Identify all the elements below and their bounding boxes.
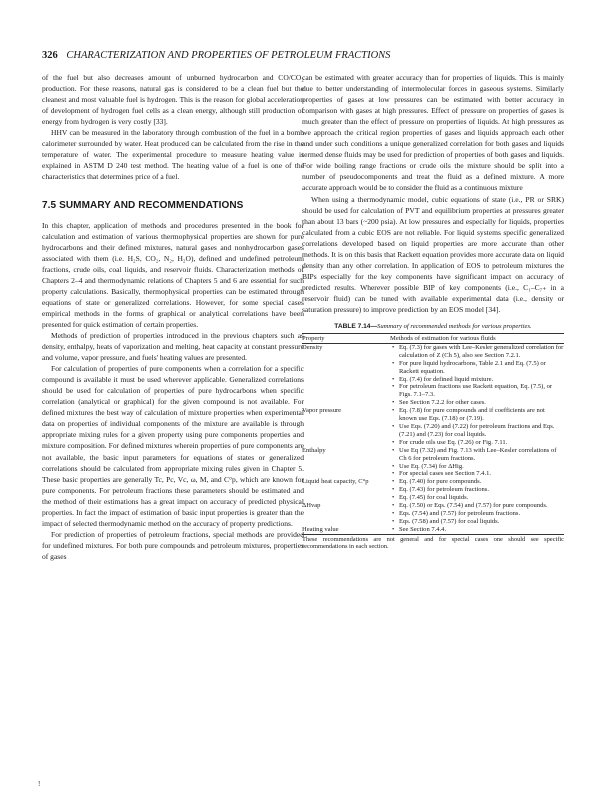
paragraph: When using a thermodynamic model, cubic equations of state (i.e., PR or SRK) should be used for calculation of PVT and equilibrium properties at pressures greater than about 13 bars (~200 psia). At low pressures and especially for liquids, properties calculated from a cubic EOS are not reliable. For liquid systems specific generalized correlations developed based on liquid properties are more accurate than other methods. It is on this basis that Rackett equation provides more accurate data on liquid density than any other correlation. In application of EOS to petroleum mixtures the BIPs especially for the key components have significant impact on accuracy of predicted results. Wherever possible BIP of key components (i.e., C₁–C₇₊ in a reservoir fluid) can be tuned with available experimental data (i.e., density or saturation pressure) to improve prediction by an EOS model [34]. [302, 194, 564, 314]
table-cell-property: Heating value [302, 526, 390, 534]
method-item: • Eq. (7.3) for gases with Lee–Kesler generalized correlation for calculation of Z (Ch 5), also see Section 7.2.1. [399, 344, 564, 360]
table-cell-methods [390, 343, 564, 407]
left-column [42, 72, 304, 562]
method-item: • Eq. (7.8) for pure compounds and if coefficients are not known use Eqs. (7.18) or (7.19). [399, 407, 564, 423]
table-caption-label: TABLE 7.14— [334, 323, 378, 331]
method-item: • Eqs. (7.54) and (7.57) for petroleum fractions. [399, 510, 564, 518]
page-number: 326 [42, 50, 58, 61]
method-item: • See Section 7.2.2 for other cases. [399, 399, 564, 407]
table-caption-text: Summary of recommended methods for various properties. [377, 323, 532, 331]
table-cell-property: Density [302, 343, 323, 351]
table-row [302, 526, 564, 534]
table-row [302, 343, 564, 407]
table-cell-property: ΔHvap [302, 502, 321, 510]
table-row [302, 478, 564, 502]
method-item: • Eq. (7.40) for pure compounds. [399, 478, 564, 486]
method-item: • For pure liquid hydrocarbons, Table 2.1 and Eq. (7.5) or Rackett equation. [399, 360, 564, 376]
paragraph: For prediction of properties of petroleum fractions, special methods are provided for undefined mixtures. For both pure compounds and petroleum mixtures, properties of gases [42, 529, 304, 561]
method-item: • Eq. (7.50) or Eqs. (7.54) and (7.57) for pure compounds. [399, 502, 564, 510]
table-cell-methods [390, 526, 564, 534]
table-cell-methods [390, 478, 564, 502]
table-cell-property: Vapor pressure [302, 407, 342, 415]
method-item: • Eq. (7.45) for coal liquids. [399, 494, 564, 502]
table-cell-property: Enthalpy [302, 446, 326, 454]
method-item: • Use Eq (7.32) and Fig. 7.13 with Lee–Kesler correlations of Ch 6 for petroleum fractions. [399, 447, 564, 463]
table-cell-methods [390, 502, 564, 526]
recommendations-table [302, 333, 564, 535]
table-row [302, 447, 564, 479]
method-item: • For petroleum fractions use Rackett equation, Eq. (7.5), or Figs. 7.1–7.3. [399, 383, 564, 399]
method-item: • Eq. (7.4) for defined liquid mixture. [399, 376, 564, 384]
method-item: • For crude oils use Eq. (7.26) or Fig. 7.11. [399, 439, 564, 447]
running-title: CHARACTERIZATION AND PROPERTIES OF PETROLEUM FRACTIONS [66, 50, 391, 61]
section-title: 7.5 SUMMARY AND RECOMMENDATIONS [42, 200, 244, 212]
method-item: • Eqs. (7.58) and (7.57) for coal liquids. [399, 518, 564, 526]
paragraph: For calculation of properties of pure components when a correlation for a specific compound is available it must be used wherever applicable. Generalized correlations should be used for calculation of properties of pure hydrocarbons when specific correlation (analytical or graphical) for the given compound is not available. For defined mixtures the best way of calculation of mixture properties when experimental data on properties of individual components of the mixture are available is through appropriate mixing rules for a given property using pure components properties and mixture composition. For defined mixtures wherein properties of pure components are not available, the basic input parameters for equations of states or generalized correlations should be calculated from appropriate mixing rules given in Chapter 5. These basic properties are generally Tc, Pc, Vc, ω, M, and C°p, which are known for pure components. For petroleum fractions these parameters should be estimated and the method of their estimations has a great impact on accuracy of predicted physical properties. In fact the impact of estimation of basic input properties is greater than the impact of selected thermodynamic method on the accuracy of property predictions. [42, 364, 304, 528]
table-caption [302, 323, 564, 331]
paragraph: Methods of prediction of properties introduced in the previous chapters such as density, enthalpy, heats of vaporization and melting, heat capacity at constant pressure and volume, vapor pressure, and fuels' heating values are presented. [42, 330, 304, 363]
table-cell-methods [390, 447, 564, 479]
right-column [302, 72, 564, 551]
margin-mark: ! [38, 780, 41, 788]
paragraph: HHV can be measured in the laboratory through combustion of the fuel in a bomb calorimeter surrounded by water. Heat produced can be calculated from the rise in the temperature of water. The experimental procedure to measure heating value is explained in ASTM D 240 test method. The heating value of a fuel is one of the characteristics that determines price of a fuel. [42, 128, 304, 182]
running-header [42, 50, 562, 61]
table-row [302, 407, 564, 447]
paragraph: can be estimated with greater accuracy than for properties of liquids. This is mainly due to better understanding of intermolecular forces in gaseous systems. Similarly properties of gases at low pressures can be estimated with better accuracy in comparison with gases at high pressures. Effect of pressure on properties of gases is much greater than the effect of pressure on properties of liquids. At high pressures as we approach the critical region properties of gases and liquids approach each other and under such conditions a unique generalized correlation for both gases and liquids termed dense fluids may be used for prediction of properties of both gases and liquids. For wide boiling range fractions or crude oils the mixture should be split into a number of pseudocomponents and treat the fluid as a defined mixture. A more accurate approach would be to consider the fluid as a continuous mixture [302, 73, 564, 193]
table-row [302, 502, 564, 526]
table-cell-methods [390, 407, 564, 447]
table-header-property: Property [302, 334, 390, 344]
table-body [302, 343, 564, 534]
method-item: • Use Eq. (7.34) for ΔHig. [399, 463, 564, 471]
method-item: • See Section 7.4.4. [399, 526, 564, 534]
paragraph: In this chapter, application of methods and procedures presented in the book for calculation and estimation of various thermophysical properties are shown for pure hydrocarbons and their defined mixtures, natural gases and nonhydrocarbon gases associated with them (i.e. H₂S, CO₂, N₂, H₂O), defined and undefined petroleum fractions, crude oils, coal liquids, and reservoir fluids. Characterization methods of Chapters 2–4 and thermodynamic relations of Chapters 5 and 6 are essential for such property calculations. Basically, thermophysical properties can be estimated through equations of state or generalized correlations. However, for some special cases empirical methods in the forms of graphical or analytical correlations have been presented for quick estimation of certain properties. [42, 220, 304, 329]
table-cell-property: Liquid heat capacity, C°p [302, 478, 369, 486]
table-note: These recommendations are not general and for special cases one should see specific recommendations in each section. [302, 535, 564, 551]
method-item: • For special cases see Section 7.4.1. [399, 470, 564, 478]
paragraph: of the fuel but also decreases amount of unburned hydrocarbon and CO/CO₂ production. For these reasons, natural gas is considered to be a clean fuel but the cleanest and most valuable fuel is hydrogen. This is the reason for global acceleration of development of hydrogen fuel cells as a clean energy, although still production of energy from hydrogen is very costly [33]. [42, 73, 304, 127]
method-item: • Use Eqs. (7.20) and (7.22) for petroleum fractions and Eqs. (7.21) and (7.23) for coal liquids. [399, 423, 564, 439]
table-header-methods: Methods of estimation for various fluids [390, 334, 564, 344]
method-item: • Eq. (7.43) for petroleum fractions. [399, 486, 564, 494]
